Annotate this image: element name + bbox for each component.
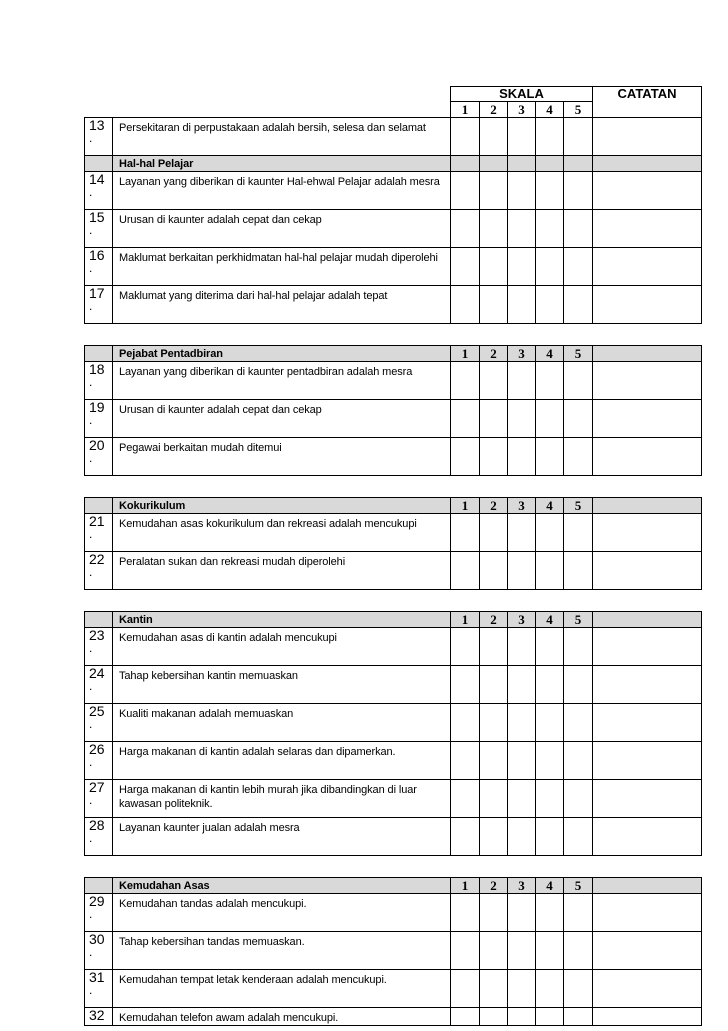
scale-4: 4 xyxy=(536,498,564,514)
rating-cell-5[interactable] xyxy=(564,438,593,476)
scale-1: 1 xyxy=(451,612,480,628)
item-text: Layanan yang diberikan di kaunter Hal-ehwal Pelajar adalah mesra xyxy=(113,172,451,210)
catatan-cell[interactable] xyxy=(593,970,702,1008)
rating-cell-4[interactable] xyxy=(536,362,564,400)
rating-cell-3[interactable] xyxy=(508,894,536,932)
item-text: Harga makanan di kantin adalah selaras dan dipamerkan. xyxy=(113,742,451,780)
rating-cell-3[interactable] xyxy=(508,628,536,666)
rating-cell-5[interactable] xyxy=(564,172,593,210)
catatan-cell[interactable] xyxy=(593,742,702,780)
rating-cell-5[interactable] xyxy=(564,118,593,156)
rating-cell-2[interactable] xyxy=(480,1008,508,1026)
catatan-header: CATATAN xyxy=(593,87,702,118)
scale-2: 2 xyxy=(480,878,508,894)
item-text: Urusan di kaunter adalah cepat dan cekap xyxy=(113,210,451,248)
catatan-cell[interactable] xyxy=(593,362,702,400)
catatan-cell[interactable] xyxy=(593,552,702,590)
rating-cell-3[interactable] xyxy=(508,248,536,286)
item-number: 14 . xyxy=(85,172,113,210)
rating-cell-5[interactable] xyxy=(564,666,593,704)
rating-cell-5[interactable] xyxy=(564,514,593,552)
item-number: 18 . xyxy=(85,362,113,400)
rating-cell-2[interactable] xyxy=(480,438,508,476)
rating-cell-2[interactable] xyxy=(480,742,508,780)
rating-cell-3[interactable] xyxy=(508,780,536,818)
item-number: 17 . xyxy=(85,286,113,324)
rating-cell-3[interactable] xyxy=(508,362,536,400)
rating-cell-2[interactable] xyxy=(480,514,508,552)
item-number: 29 . xyxy=(85,894,113,932)
scale-4: 4 xyxy=(536,878,564,894)
table-row xyxy=(85,704,702,742)
item-number: 22 . xyxy=(85,552,113,590)
item-number: 24 . xyxy=(85,666,113,704)
rating-cell-1[interactable] xyxy=(451,932,480,970)
table-row xyxy=(85,210,702,248)
rating-cell-5[interactable] xyxy=(564,628,593,666)
rating-cell-2[interactable] xyxy=(480,172,508,210)
rating-cell-3[interactable] xyxy=(508,552,536,590)
rating-cell-1[interactable] xyxy=(451,210,480,248)
table-row xyxy=(85,438,702,476)
table-row xyxy=(85,552,702,590)
item-number: 30 . xyxy=(85,932,113,970)
rating-cell-4[interactable] xyxy=(536,286,564,324)
rating-cell-3[interactable] xyxy=(508,400,536,438)
rating-cell-5[interactable] xyxy=(564,1008,593,1026)
rating-cell-1[interactable] xyxy=(451,118,480,156)
item-text: Pegawai berkaitan mudah ditemui xyxy=(113,438,451,476)
item-number: 27 . xyxy=(85,780,113,818)
catatan-cell[interactable] xyxy=(593,1008,702,1026)
section-title: Kokurikulum xyxy=(113,498,451,514)
section-title: Pejabat Pentadbiran xyxy=(113,346,451,362)
scale-3: 3 xyxy=(508,498,536,514)
rating-cell-2[interactable] xyxy=(480,818,508,856)
rating-cell-5[interactable] xyxy=(564,932,593,970)
table-row xyxy=(85,172,702,210)
rating-cell-4[interactable] xyxy=(536,628,564,666)
rating-cell-4[interactable] xyxy=(536,172,564,210)
header-row xyxy=(85,87,702,102)
catatan-cell[interactable] xyxy=(593,118,702,156)
table-row xyxy=(85,362,702,400)
item-text: Maklumat yang diterima dari hal-hal pelajar adalah tepat xyxy=(113,286,451,324)
item-number: 32 xyxy=(85,1008,113,1026)
rating-cell-4[interactable] xyxy=(536,514,564,552)
catatan-cell[interactable] xyxy=(593,248,702,286)
item-text: Kemudahan telefon awam adalah mencukupi. xyxy=(113,1008,451,1026)
item-text: Tahap kebersihan kantin memuaskan xyxy=(113,666,451,704)
table-row xyxy=(85,970,702,1008)
rating-cell-1[interactable] xyxy=(451,438,480,476)
scale-2: 2 xyxy=(480,498,508,514)
rating-cell-1[interactable] xyxy=(451,248,480,286)
scale-4: 4 xyxy=(536,612,564,628)
rating-cell-3[interactable] xyxy=(508,438,536,476)
rating-cell-4[interactable] xyxy=(536,248,564,286)
rating-cell-3[interactable] xyxy=(508,1008,536,1026)
rating-cell-1[interactable] xyxy=(451,1008,480,1026)
catatan-cell[interactable] xyxy=(593,286,702,324)
section-header xyxy=(85,612,702,628)
skala-header: SKALA xyxy=(451,87,593,102)
table-row xyxy=(85,818,702,856)
section-title: Kantin xyxy=(113,612,451,628)
table-row xyxy=(85,400,702,438)
scale-3: 3 xyxy=(508,612,536,628)
scale-3: 3 xyxy=(508,102,536,118)
catatan-cell[interactable] xyxy=(593,894,702,932)
rating-cell-2[interactable] xyxy=(480,894,508,932)
rating-cell-4[interactable] xyxy=(536,932,564,970)
rating-cell-3[interactable] xyxy=(508,118,536,156)
rating-cell-2[interactable] xyxy=(480,780,508,818)
rating-cell-5[interactable] xyxy=(564,894,593,932)
table-row xyxy=(85,742,702,780)
item-number: 13 . xyxy=(85,118,113,156)
scale-2: 2 xyxy=(480,102,508,118)
item-text: Kualiti makanan adalah memuaskan xyxy=(113,704,451,742)
catatan-cell[interactable] xyxy=(593,780,702,818)
scale-4: 4 xyxy=(536,346,564,362)
rating-cell-3[interactable] xyxy=(508,172,536,210)
scale-5: 5 xyxy=(564,612,593,628)
rating-cell-4[interactable] xyxy=(536,438,564,476)
scale-1: 1 xyxy=(451,102,480,118)
rating-cell-3[interactable] xyxy=(508,970,536,1008)
rating-cell-1[interactable] xyxy=(451,780,480,818)
rating-cell-5[interactable] xyxy=(564,704,593,742)
item-number: 20 . xyxy=(85,438,113,476)
rating-cell-1[interactable] xyxy=(451,400,480,438)
item-number: 19 . xyxy=(85,400,113,438)
rating-cell-5[interactable] xyxy=(564,552,593,590)
survey-form xyxy=(84,86,701,1026)
catatan-cell[interactable] xyxy=(593,818,702,856)
rating-cell-5[interactable] xyxy=(564,780,593,818)
rating-cell-3[interactable] xyxy=(508,514,536,552)
rating-cell-4[interactable] xyxy=(536,1008,564,1026)
section-title: Hal-hal Pelajar xyxy=(113,156,451,172)
rating-cell-5[interactable] xyxy=(564,400,593,438)
rating-cell-2[interactable] xyxy=(480,118,508,156)
rating-cell-2[interactable] xyxy=(480,248,508,286)
catatan-cell[interactable] xyxy=(593,172,702,210)
table-row xyxy=(85,514,702,552)
rating-cell-2[interactable] xyxy=(480,400,508,438)
rating-cell-5[interactable] xyxy=(564,286,593,324)
item-text: Maklumat berkaitan perkhidmatan hal-hal pelajar mudah diperolehi xyxy=(113,248,451,286)
scale-5: 5 xyxy=(564,346,593,362)
rating-cell-1[interactable] xyxy=(451,666,480,704)
rating-cell-5[interactable] xyxy=(564,818,593,856)
rating-cell-2[interactable] xyxy=(480,932,508,970)
rating-cell-2[interactable] xyxy=(480,362,508,400)
catatan-cell[interactable] xyxy=(593,400,702,438)
table-row xyxy=(85,666,702,704)
rating-cell-5[interactable] xyxy=(564,210,593,248)
rating-cell-1[interactable] xyxy=(451,514,480,552)
rating-cell-2[interactable] xyxy=(480,970,508,1008)
rating-cell-3[interactable] xyxy=(508,818,536,856)
catatan-cell[interactable] xyxy=(593,514,702,552)
table-row xyxy=(85,628,702,666)
table-row xyxy=(85,286,702,324)
item-text: Tahap kebersihan tandas memuaskan. xyxy=(113,932,451,970)
item-text: Kemudahan asas di kantin adalah mencukupi xyxy=(113,628,451,666)
rating-cell-4[interactable] xyxy=(536,210,564,248)
catatan-cell[interactable] xyxy=(593,628,702,666)
catatan-cell[interactable] xyxy=(593,666,702,704)
rating-cell-1[interactable] xyxy=(451,172,480,210)
rating-cell-2[interactable] xyxy=(480,704,508,742)
rating-cell-3[interactable] xyxy=(508,704,536,742)
scale-2: 2 xyxy=(480,612,508,628)
rating-cell-4[interactable] xyxy=(536,818,564,856)
catatan-cell[interactable] xyxy=(593,932,702,970)
rating-cell-1[interactable] xyxy=(451,894,480,932)
rating-cell-1[interactable] xyxy=(451,704,480,742)
rating-cell-4[interactable] xyxy=(536,666,564,704)
item-number: 16 . xyxy=(85,248,113,286)
table-row xyxy=(85,118,702,156)
rating-cell-4[interactable] xyxy=(536,742,564,780)
rating-cell-3[interactable] xyxy=(508,210,536,248)
scale-1: 1 xyxy=(451,498,480,514)
table-row xyxy=(85,780,702,818)
rating-cell-2[interactable] xyxy=(480,552,508,590)
item-number: 25 . xyxy=(85,704,113,742)
item-text: Kemudahan tandas adalah mencukupi. xyxy=(113,894,451,932)
item-text: Layanan yang diberikan di kaunter pentadbiran adalah mesra xyxy=(113,362,451,400)
rating-cell-1[interactable] xyxy=(451,552,480,590)
scale-4: 4 xyxy=(536,102,564,118)
rating-cell-3[interactable] xyxy=(508,932,536,970)
rating-cell-4[interactable] xyxy=(536,704,564,742)
rating-cell-4[interactable] xyxy=(536,970,564,1008)
section-header xyxy=(85,878,702,894)
item-number: 26 . xyxy=(85,742,113,780)
rating-cell-2[interactable] xyxy=(480,210,508,248)
section-title: Kemudahan Asas xyxy=(113,878,451,894)
rating-cell-1[interactable] xyxy=(451,628,480,666)
item-text: Kemudahan asas kokurikulum dan rekreasi adalah mencukupi xyxy=(113,514,451,552)
rating-cell-5[interactable] xyxy=(564,742,593,780)
rating-cell-4[interactable] xyxy=(536,894,564,932)
rating-cell-1[interactable] xyxy=(451,742,480,780)
item-number: 31 . xyxy=(85,970,113,1008)
section-header xyxy=(85,346,702,362)
rating-cell-2[interactable] xyxy=(480,628,508,666)
scale-5: 5 xyxy=(564,878,593,894)
item-number: 15 . xyxy=(85,210,113,248)
rating-cell-3[interactable] xyxy=(508,742,536,780)
rating-cell-4[interactable] xyxy=(536,400,564,438)
rating-cell-4[interactable] xyxy=(536,780,564,818)
item-number: 28 . xyxy=(85,818,113,856)
rating-cell-4[interactable] xyxy=(536,552,564,590)
scale-5: 5 xyxy=(564,102,593,118)
table-row xyxy=(85,932,702,970)
rating-cell-1[interactable] xyxy=(451,970,480,1008)
rating-cell-5[interactable] xyxy=(564,362,593,400)
scale-3: 3 xyxy=(508,346,536,362)
rating-cell-4[interactable] xyxy=(536,118,564,156)
rating-cell-3[interactable] xyxy=(508,666,536,704)
scale-1: 1 xyxy=(451,346,480,362)
catatan-cell[interactable] xyxy=(593,704,702,742)
scale-3: 3 xyxy=(508,878,536,894)
rating-cell-5[interactable] xyxy=(564,970,593,1008)
item-text: Persekitaran di perpustakaan adalah bersih, selesa dan selamat xyxy=(113,118,451,156)
rating-cell-1[interactable] xyxy=(451,818,480,856)
rating-cell-5[interactable] xyxy=(564,248,593,286)
item-text: Urusan di kaunter adalah cepat dan cekap xyxy=(113,400,451,438)
scale-1: 1 xyxy=(451,878,480,894)
item-number: 23 . xyxy=(85,628,113,666)
item-text: Layanan kaunter jualan adalah mesra xyxy=(113,818,451,856)
survey-table xyxy=(84,86,702,1026)
catatan-cell[interactable] xyxy=(593,210,702,248)
item-text: Peralatan sukan dan rekreasi mudah diperolehi xyxy=(113,552,451,590)
section-header xyxy=(85,498,702,514)
rating-cell-1[interactable] xyxy=(451,286,480,324)
rating-cell-1[interactable] xyxy=(451,362,480,400)
rating-cell-2[interactable] xyxy=(480,286,508,324)
table-row xyxy=(85,1008,702,1026)
item-number: 21 . xyxy=(85,514,113,552)
table-row xyxy=(85,248,702,286)
scale-5: 5 xyxy=(564,498,593,514)
rating-cell-3[interactable] xyxy=(508,286,536,324)
item-text: Kemudahan tempat letak kenderaan adalah mencukupi. xyxy=(113,970,451,1008)
rating-cell-2[interactable] xyxy=(480,666,508,704)
section-header xyxy=(85,156,702,172)
item-text: Harga makanan di kantin lebih murah jika dibandingkan di luar kawasan politeknik. xyxy=(113,780,451,818)
catatan-cell[interactable] xyxy=(593,438,702,476)
table-row xyxy=(85,894,702,932)
scale-2: 2 xyxy=(480,346,508,362)
